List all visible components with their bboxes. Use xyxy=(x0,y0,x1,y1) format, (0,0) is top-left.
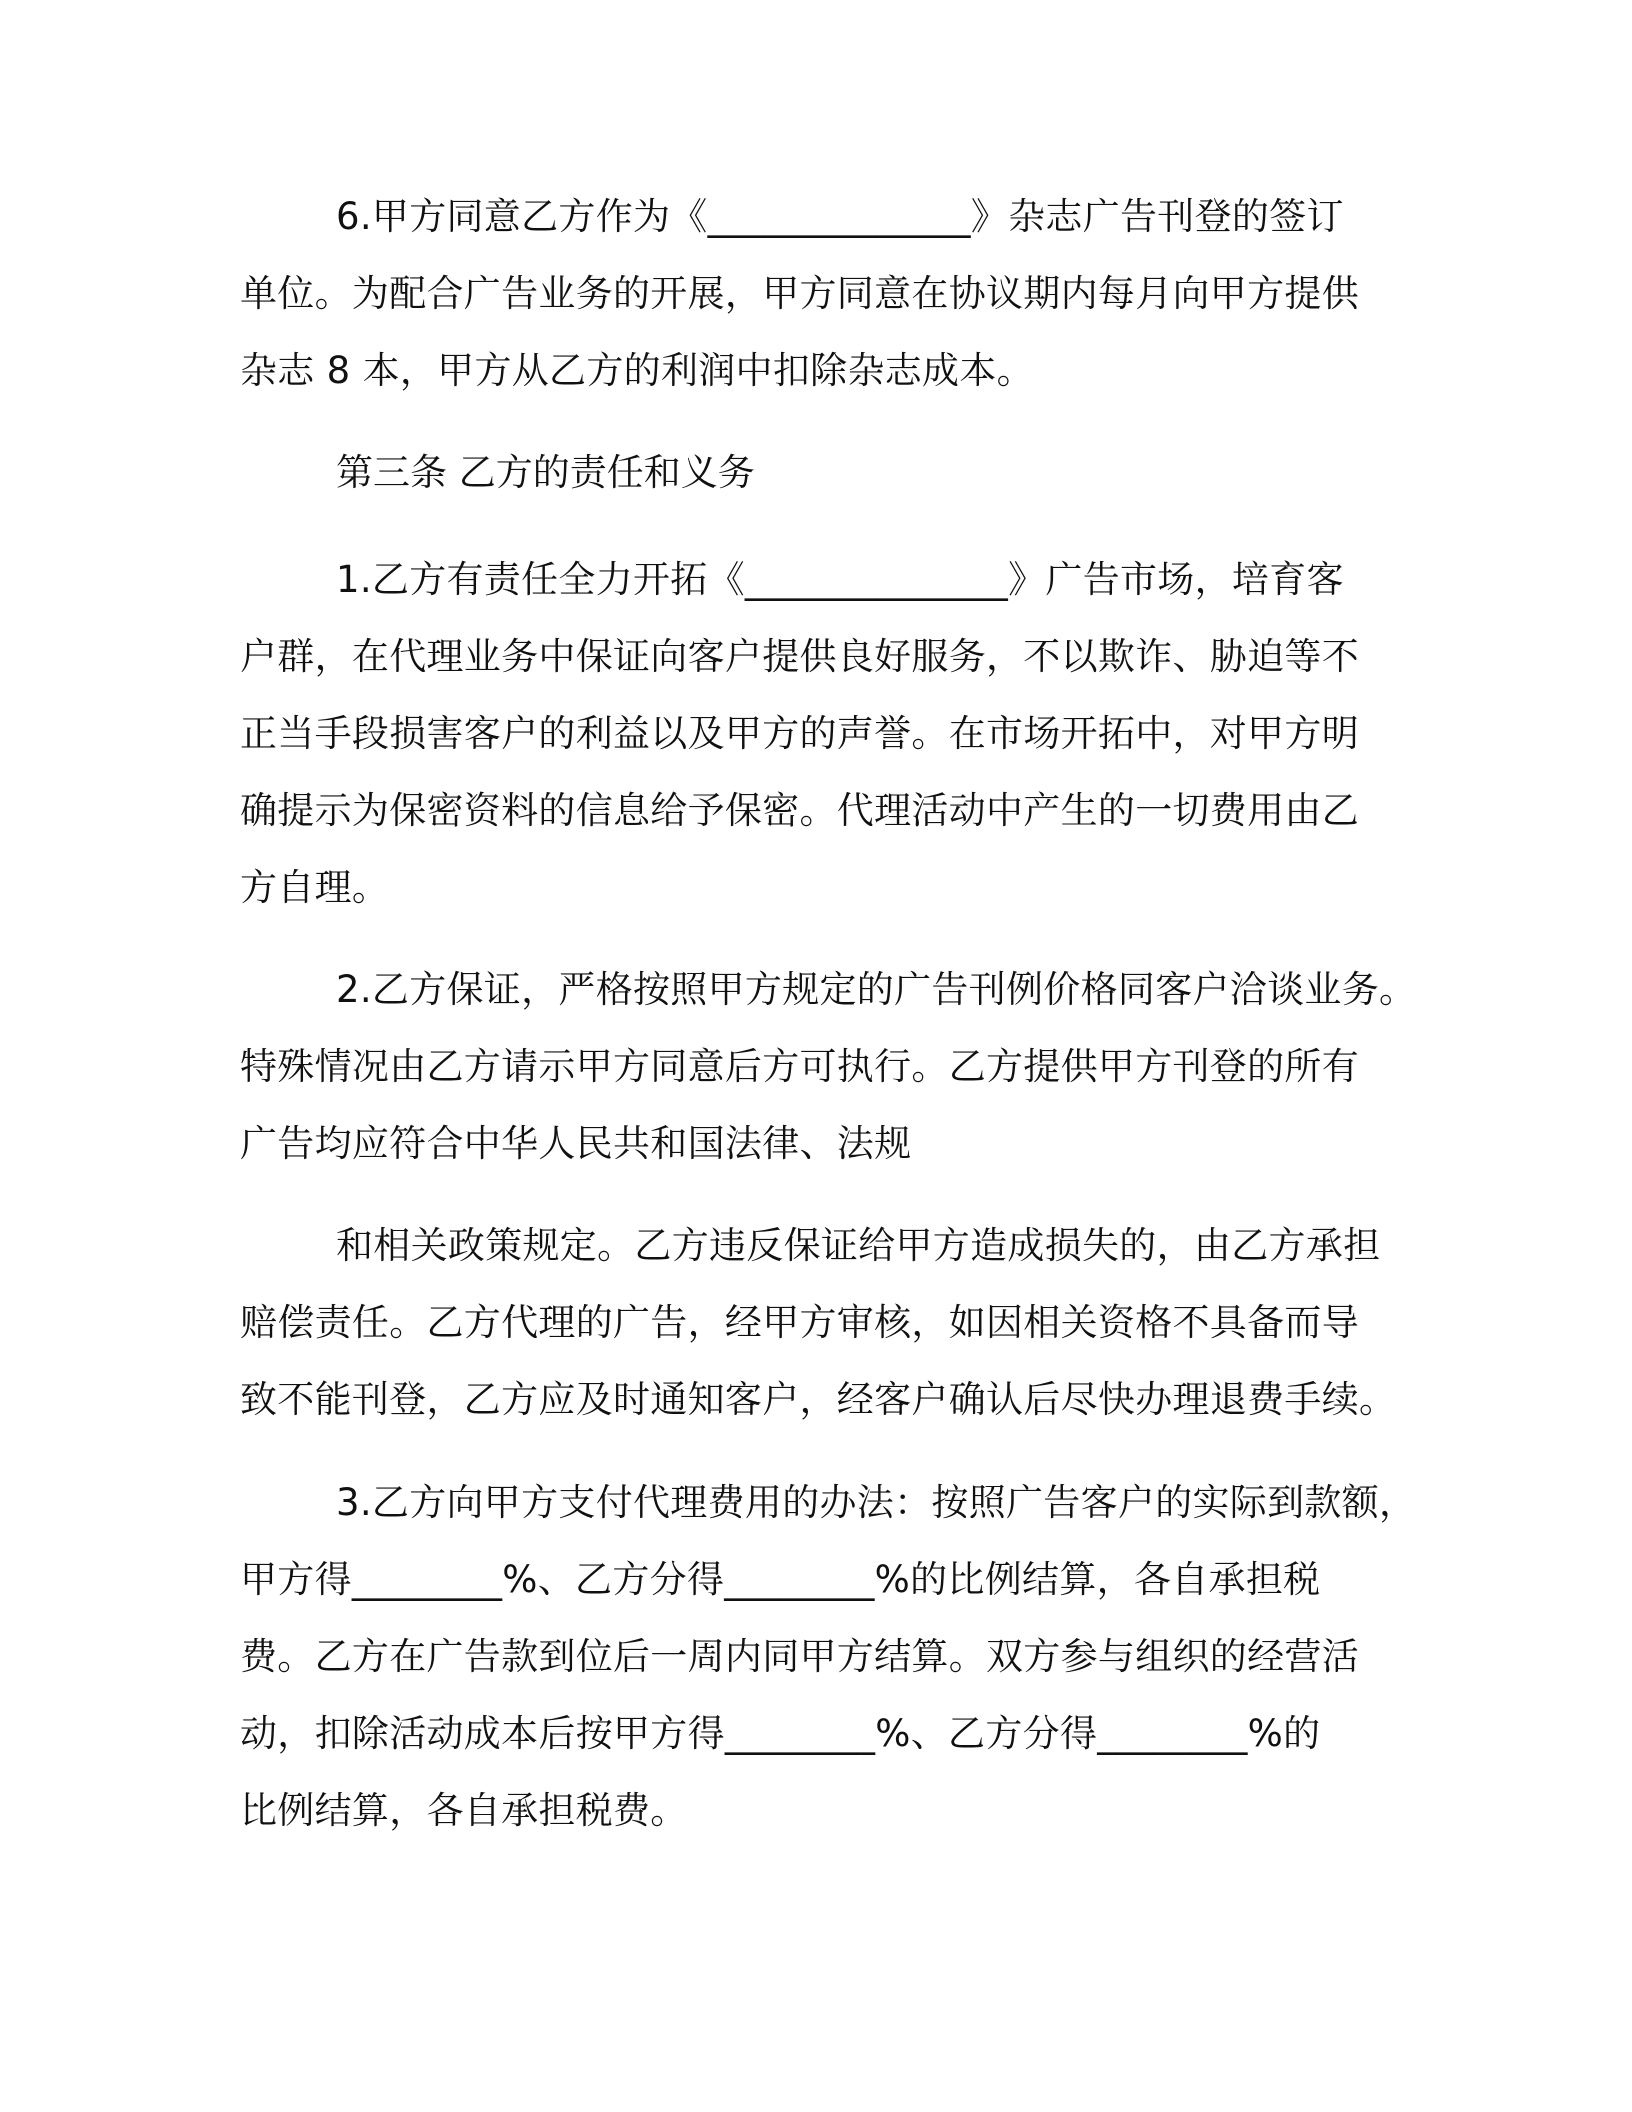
text-line: 致不能刊登，乙方应及时通知客户，经客户确认后尽快办理退费手续。 xyxy=(240,1378,1397,1421)
text-line: 2.乙方保证，严格按照甲方规定的广告刊例价格同客户洽谈业务。 xyxy=(336,968,1417,1011)
text-line: 1.乙方有责任全力开拓《______________》广告市场，培育客 xyxy=(336,558,1344,601)
clause-2-continued-paragraph xyxy=(240,1207,1400,1438)
text-line: 动，扣除活动成本后按甲方得________%、乙方分得________%的 xyxy=(240,1712,1321,1755)
text-line: 正当手段损害客户的利益以及甲方的声誉。在市场开拓中，对甲方明 xyxy=(240,712,1359,755)
text-line: 6.甲方同意乙方作为《______________》杂志广告刊登的签订 xyxy=(336,195,1344,238)
text-line: 费。乙方在广告款到位后一周内同甲方结算。双方参与组织的经营活 xyxy=(240,1635,1359,1678)
clause-1-paragraph xyxy=(240,541,1400,926)
text-line: 杂志 8 本，甲方从乙方的利润中扣除杂志成本。 xyxy=(240,349,1034,392)
clause-3-paragraph xyxy=(240,1464,1417,1849)
text-line: 单位。为配合广告业务的开展，甲方同意在协议期内每月向甲方提供 xyxy=(240,272,1359,315)
text-line: 户群，在代理业务中保证向客户提供良好服务，不以欺诈、胁迫等不 xyxy=(240,635,1359,678)
text-line: 方自理。 xyxy=(240,866,390,909)
section-heading-article-3: 第三条 乙方的责任和义务 xyxy=(336,451,755,494)
text-line: 和相关政策规定。乙方违反保证给甲方造成损失的，由乙方承担 xyxy=(336,1224,1381,1267)
text-line: 甲方得________%、乙方分得________%的比例结算，各自承担税 xyxy=(240,1558,1321,1601)
text-line: 3.乙方向甲方支付代理费用的办法：按照广告客户的实际到款额， xyxy=(336,1481,1417,1524)
text-line: 赔偿责任。乙方代理的广告，经甲方审核，如因相关资格不具备而导 xyxy=(240,1301,1359,1344)
clause-2-paragraph xyxy=(240,951,1417,1182)
text-line: 特殊情况由乙方请示甲方同意后方可执行。乙方提供甲方刊登的所有 xyxy=(240,1045,1359,1088)
text-line: 广告均应符合中华人民共和国法律、法规 xyxy=(240,1122,912,1165)
text-line: 确提示为保密资料的信息给予保密。代理活动中产生的一切费用由乙 xyxy=(240,789,1359,832)
clause-6-paragraph xyxy=(240,178,1400,409)
text-line: 比例结算，各自承担税费。 xyxy=(240,1789,688,1832)
